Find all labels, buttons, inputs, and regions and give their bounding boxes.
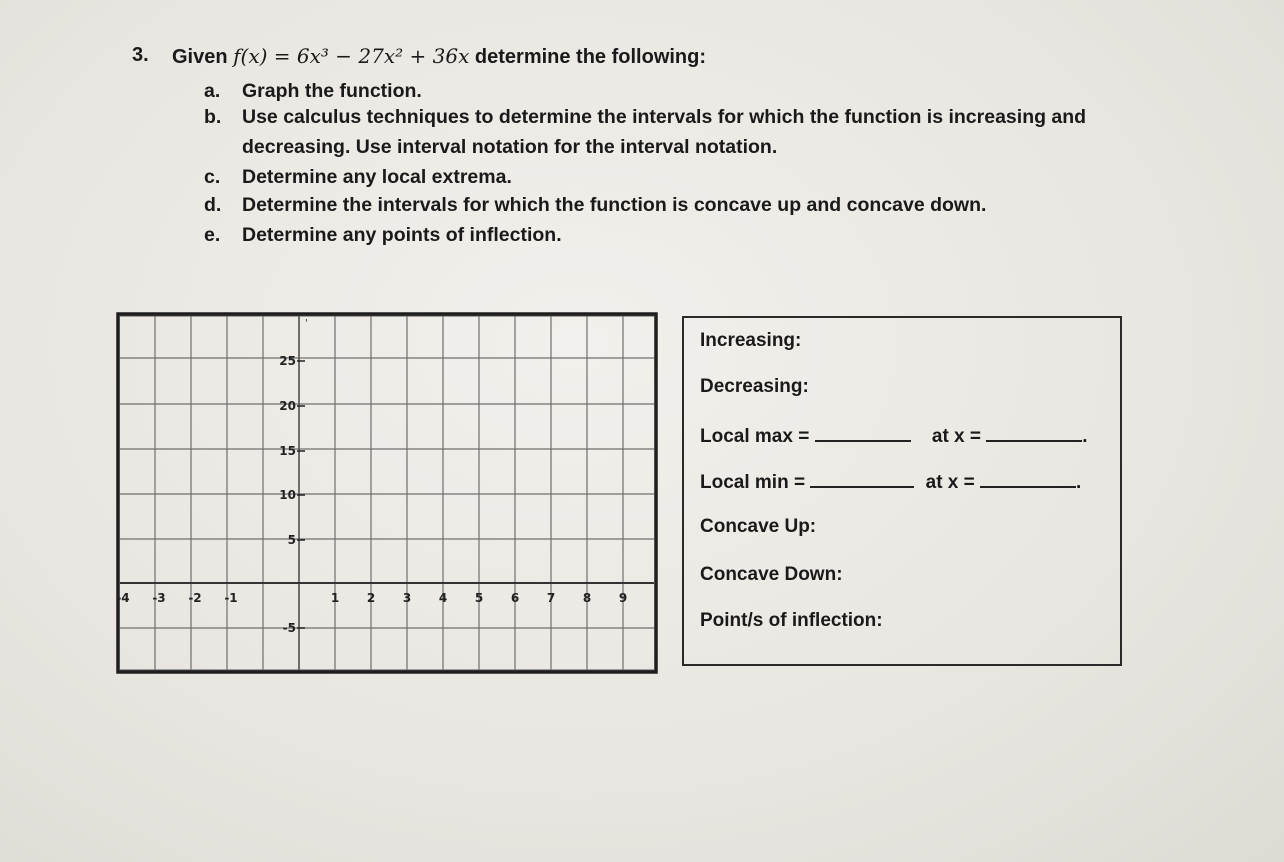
item-text: Determine any points of inflection. [242,224,562,246]
problem-number: 3. [132,44,149,66]
graph-border [118,314,656,672]
graph-grid[interactable] [116,312,658,674]
y-tick-label: -5 [282,621,296,635]
y-tick-label: 10 [279,488,296,502]
local-max-row: Local max = at x = . [700,422,1088,448]
item-label: d. [204,194,222,216]
item-text: Determine any local extrema. [242,166,512,188]
x-tick-label: 5 [474,591,484,605]
x-tick-labels [116,591,627,605]
x-tick-label: 9 [618,591,628,605]
local-min-row: Local min = at x = . [700,468,1081,494]
local-max-blank[interactable] [815,422,911,442]
item-label: a. [204,80,221,102]
x-tick-label: 6 [510,591,520,605]
x-tick-label: -2 [188,591,202,605]
stem-prefix: Given [172,46,228,68]
item-text: Determine the intervals for which the function is concave up and concave down. [242,194,987,216]
local-max-x-blank[interactable] [986,422,1082,442]
inflection-label: Point/s of inflection: [700,610,883,631]
x-tick-label: 4 [438,591,448,605]
function-expression: f(x) = 6x³ − 27x² + 36x [233,44,470,68]
item-text: Use calculus techniques to determine the intervals for which the function is increasing and [242,106,1087,128]
y-tick-label: 5 [287,533,296,547]
item-label: c. [204,166,221,188]
stem-suffix: determine the following: [474,46,707,68]
y-tick-label: 15 [279,444,296,458]
at-x-label: at x = [925,472,975,493]
item-label: b. [204,106,222,128]
item-text: Graph the function. [242,80,422,102]
x-tick-label: 2 [366,591,376,605]
local-max-label: Local max = [700,426,810,447]
x-tick-label: -1 [224,591,238,605]
problem-stem [172,44,706,69]
y-tick-label: 20 [279,399,296,413]
x-tick-label: -3 [152,591,166,605]
x-tick-label: 7 [546,591,556,605]
item-label: e. [204,224,221,246]
grid-lines [120,316,654,670]
item-text-continued: decreasing. Use interval notation for the interval notation. [242,136,778,158]
increasing-label: Increasing: [700,330,802,351]
local-min-x-blank[interactable] [980,468,1076,488]
y-tick-labels [279,354,305,635]
decreasing-label: Decreasing: [700,376,809,397]
x-tick-label: 1 [330,591,340,605]
answer-box [682,316,1122,666]
x-tick-label: 3 [402,591,412,605]
concave-up-label: Concave Up: [700,516,817,537]
graph-canvas [116,312,658,674]
local-min-blank[interactable] [810,468,914,488]
y-tick-label: 25 [279,354,296,368]
at-x-label: at x = [931,426,981,447]
local-min-label: Local min = [700,472,806,493]
concave-down-label: Concave Down: [700,564,843,585]
y-axis-arrow: ' [305,318,308,329]
x-tick-label: -4 [116,591,130,605]
x-tick-label: 8 [582,591,592,605]
